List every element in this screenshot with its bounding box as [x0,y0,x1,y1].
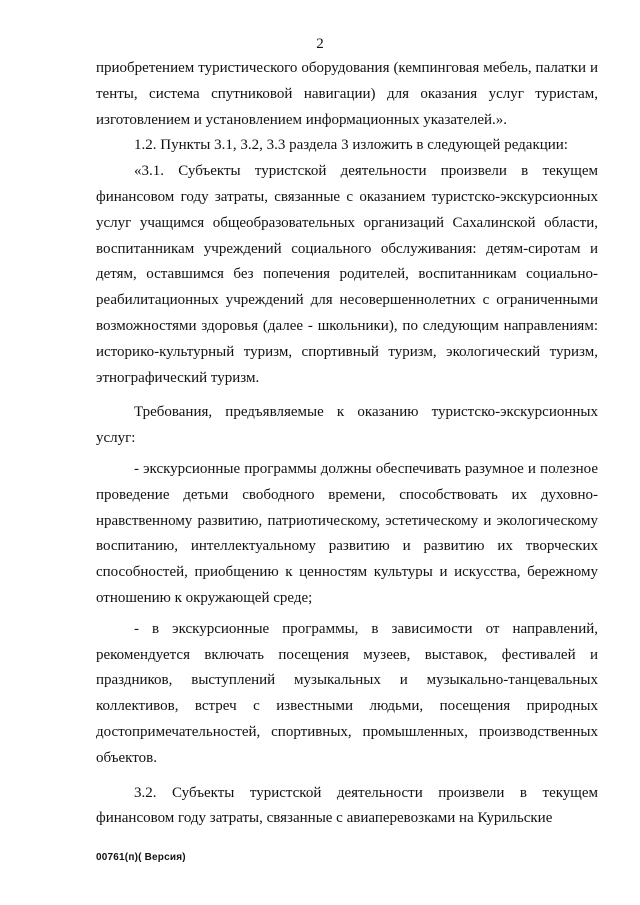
paragraph-3-1: «3.1. Субъекты туристской деятельности произвели в текущем финансовом году затраты, связанные с оказанием туристско-экскурсионных услуг учащимся общеобразовательных организаций Сахалинской области, воспитанникам учреждений социального обслуживания: детям-сиротам и детям, оставшимся без попечения родителей, воспитанникам социально-реабилитационных учреждений для несовершеннолетних с ограниченными возможностями здоровья (далее - школьники), по следующим направлениям: историко-культурный туризм, спортивный туризм, экологический туризм, этнографический туризм. [96,163,598,386]
list-item-requirement-2: - в экскурсионные программы, в зависимости от направлений, рекомендуется включать посещения музеев, выставок, фестивалей и праздников, выступлений музыкальных и музыкально-танцевальных коллективов, встреч с известными людьми, посещения природных достопримечательностей, спортивных, промышленных, производственных объектов. [96,620,598,766]
paragraph-1-2: 1.2. Пункты 3.1, 3.2, 3.3 раздела 3 изложить в следующей редакции: [134,137,568,154]
paragraph-requirements: Требования, предъявляемые к оказанию туристско-экскурсионных услуг: [96,404,598,447]
page-number: 2 [316,36,324,52]
paragraph-3-2: 3.2. Субъекты туристской деятельности произвели в текущем финансовом году затраты, связанные с авиаперевозками на Курильские [96,784,598,827]
document-footer-code: 00761(п)( Версия) [96,852,186,863]
list-item-requirement-1: - экскурсионные программы должны обеспечивать разумное и полезное проведение детьми свободного времени, способствовать их духовно-нравственному развитию, патриотическому, эстетическому и экологическому воспитанию, интеллектуальному развитию и развитию их творческих способностей, приобщению к ценностям культуры и искусства, бережному отношению к окружающей среде; [96,460,598,606]
paragraph-continuation: приобретением туристического оборудования (кемпинговая мебель, палатки и тенты, система спутниковой навигации) для оказания услуг туристам, изготовлением и установлением информационных указателей.». [96,60,598,128]
document-body [96,56,598,832]
